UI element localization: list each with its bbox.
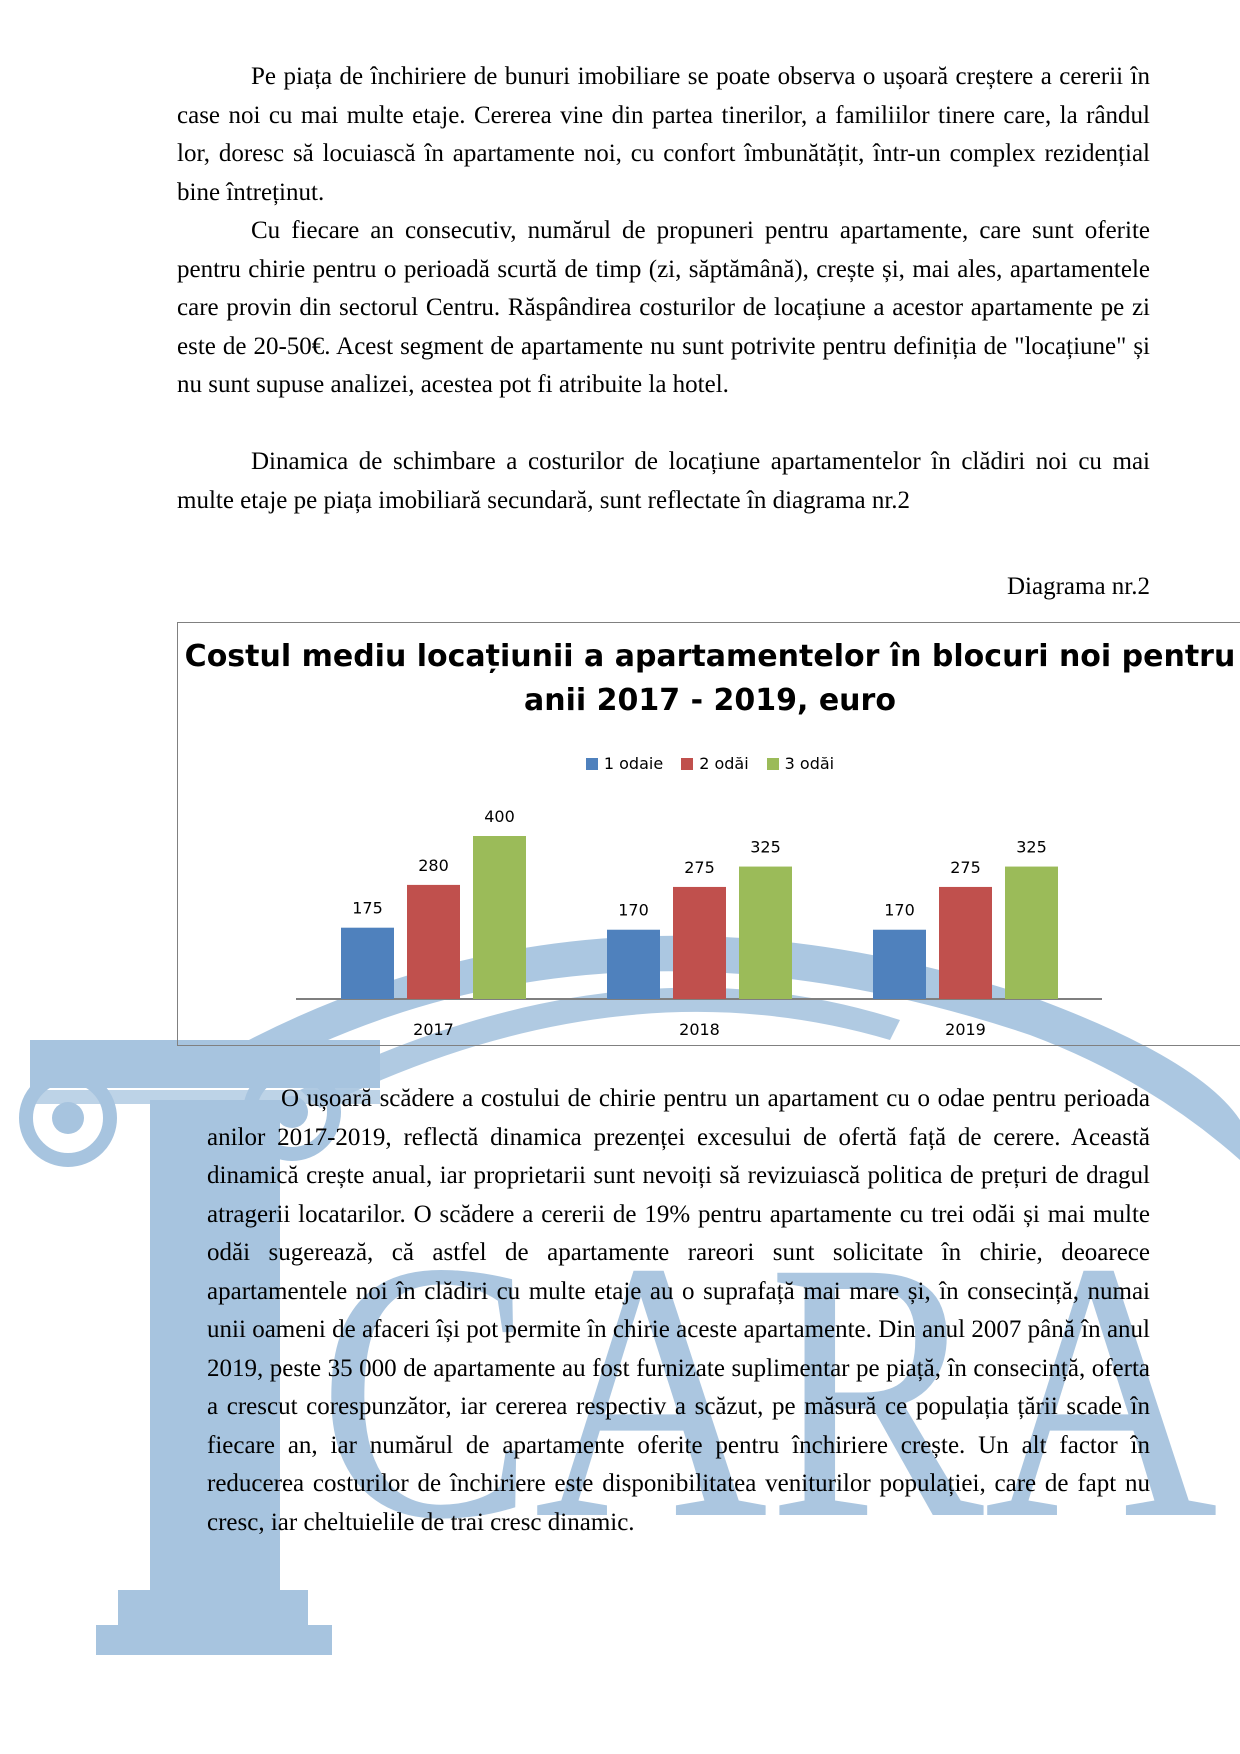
data-label: 400	[484, 807, 515, 826]
bar-2018-1	[607, 930, 660, 999]
x-tick-label: 2018	[679, 1020, 720, 1039]
bar-2019-2	[939, 887, 992, 999]
chart-title: Costul mediu locațiunii a apartamentelor în blocuri noi pentru anii 2017 - 2019, euro	[184, 639, 1236, 718]
data-label: 280	[418, 855, 449, 875]
watermark-text: CARA	[318, 1186, 1218, 1596]
x-tick-label: 2017	[413, 1020, 454, 1039]
paragraph-2: Cu fiecare an consecutiv, numărul de propuneri pentru apartamente, care sunt oferite pentru chirie pentru o perioadă scurtă de timp (zi, săptămână), crește și, mai ales, apartamentele care provin din sectorul Centru. Răspândirea costurilor de locațiune a acestor apartamente pe zi este de 20-50€. Acest segment de apartamente nu sunt potrivite pentru definiția de "locațiune" și nu sunt supuse analizei, acestea pot fi atribuite la hotel.	[177, 217, 1150, 398]
paragraph-3: Dinamica de schimbare a costurilor de locațiune apartamentelor în clădiri noi cu mai multe etaje pe piața imobiliară secundară, sunt reflectate în diagrama nr.2	[177, 448, 1150, 514]
bar-2017-1	[341, 928, 394, 999]
chart-caption: Diagrama nr.2	[1006, 573, 1150, 600]
legend-label: 2 odăi	[699, 754, 749, 773]
bar-2018-3	[739, 867, 792, 999]
chart-container	[177, 622, 1240, 1046]
data-label: 275	[950, 857, 981, 877]
paragraph-1: Pe piața de închiriere de bunuri imobiliare se poate observa o ușoară creștere a cererii în case noi cu mai multe etaje. Cererea vine din partea tinerilor, a familiilor tinere care, la rândul lor, doresc să locuiască în apartamente noi, cu confort îmbunătățit, într-un complex rezidențial bine întreținut.	[177, 63, 1150, 206]
bar-2019-1	[873, 930, 926, 999]
bar-2017-2	[407, 885, 460, 999]
paragraph-4: O ușoară scădere a costului de chirie pentru un apartament cu o odae pentru perioada anilor 2017-2019, reflectă dinamica prezenței excesului de ofertă față de cerere. Această dinamică crește anual, iar proprietarii sunt nevoiți să revizuiască politica de prețuri de dragul atragerii locatarilor. O scădere a cererii de 19% pentru apartamente cu trei odăi și mai multe odăi sugerează, că astfel de apartamente rareori sunt solicitate în chirie, deoarece apartamentele noi în clădiri cu multe etaje au o suprafață mai mare și, în consecință, numai unii oameni de afaceri își pot permite în chirie aceste apartamente. Din anul 2007 până în anul 2019, peste 35 000 de apartamente au fost furnizate suplimentar pe piață, în consecință, oferta a crescut corespunzător, iar cererea respectiv a scăzut, pe măsură ce populația țării scade în fiecare an, iar numărul de apartamente oferite pentru închiriere crește. Un alt factor în reducerea costurilor de închiriere este disponibilitatea veniturilor populației, care de fapt nu cresc, iar cheltuielile de trai cresc dinamic.	[207, 1085, 1150, 1536]
data-label: 170	[884, 900, 915, 920]
legend-label: 3 odăi	[784, 754, 835, 773]
bar-2017-3	[473, 836, 526, 999]
data-label: 325	[750, 837, 781, 857]
bar-2019-3	[1005, 867, 1058, 999]
data-label: 175	[352, 898, 383, 918]
data-label: 325	[1016, 837, 1047, 857]
x-tick-label: 2019	[945, 1020, 986, 1039]
data-label: 275	[684, 857, 715, 877]
bar-chart	[178, 623, 1240, 1047]
bar-2018-2	[673, 887, 726, 999]
data-label: 170	[618, 900, 649, 920]
legend-label: 1 odaie	[603, 754, 664, 773]
